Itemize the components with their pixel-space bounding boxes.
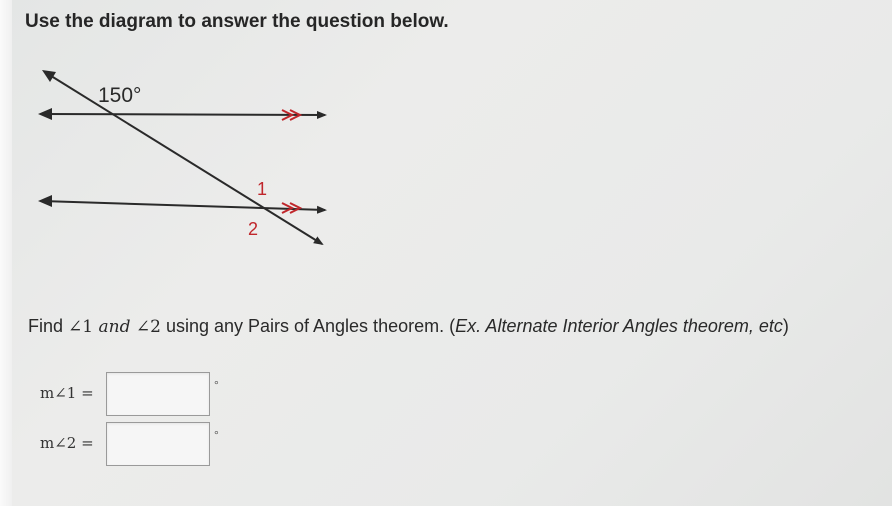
transversal-top-arrow: [42, 70, 56, 82]
transversal-line: [48, 74, 322, 244]
angle-1-input[interactable]: [106, 372, 210, 416]
degree-symbol: °: [214, 428, 219, 442]
angle-2-label: 2: [248, 219, 259, 239]
prompt-close: ): [782, 316, 789, 336]
top-line-left-arrow: [38, 108, 52, 120]
degree-symbol: °: [214, 378, 219, 392]
top-parallel-line: [42, 114, 325, 115]
angle-1-symbol: ∠1: [68, 317, 94, 337]
answer-label-angle-2: m∠2 =: [40, 434, 94, 452]
angle-2-symbol: ∠2: [135, 317, 161, 337]
prompt-find: Find: [28, 316, 69, 336]
angle-2-input[interactable]: [106, 422, 210, 466]
parallel-lines-diagram: [30, 60, 330, 250]
prompt-rest: using any Pairs of Angles theorem. (: [160, 316, 456, 336]
answer-label-angle-1: m∠1 =: [40, 384, 94, 402]
given-angle-label: 150°: [98, 84, 142, 107]
left-edge: [0, 0, 12, 506]
angle-1-label: 1: [257, 179, 268, 199]
prompt-example: Ex. Alternate Interior Angles theorem, etc: [455, 316, 783, 336]
bottom-line-left-arrow: [38, 195, 52, 207]
prompt-and: and: [93, 317, 136, 337]
question-prompt: [28, 316, 789, 337]
question-heading: Use the diagram to answer the question below.: [25, 11, 449, 32]
